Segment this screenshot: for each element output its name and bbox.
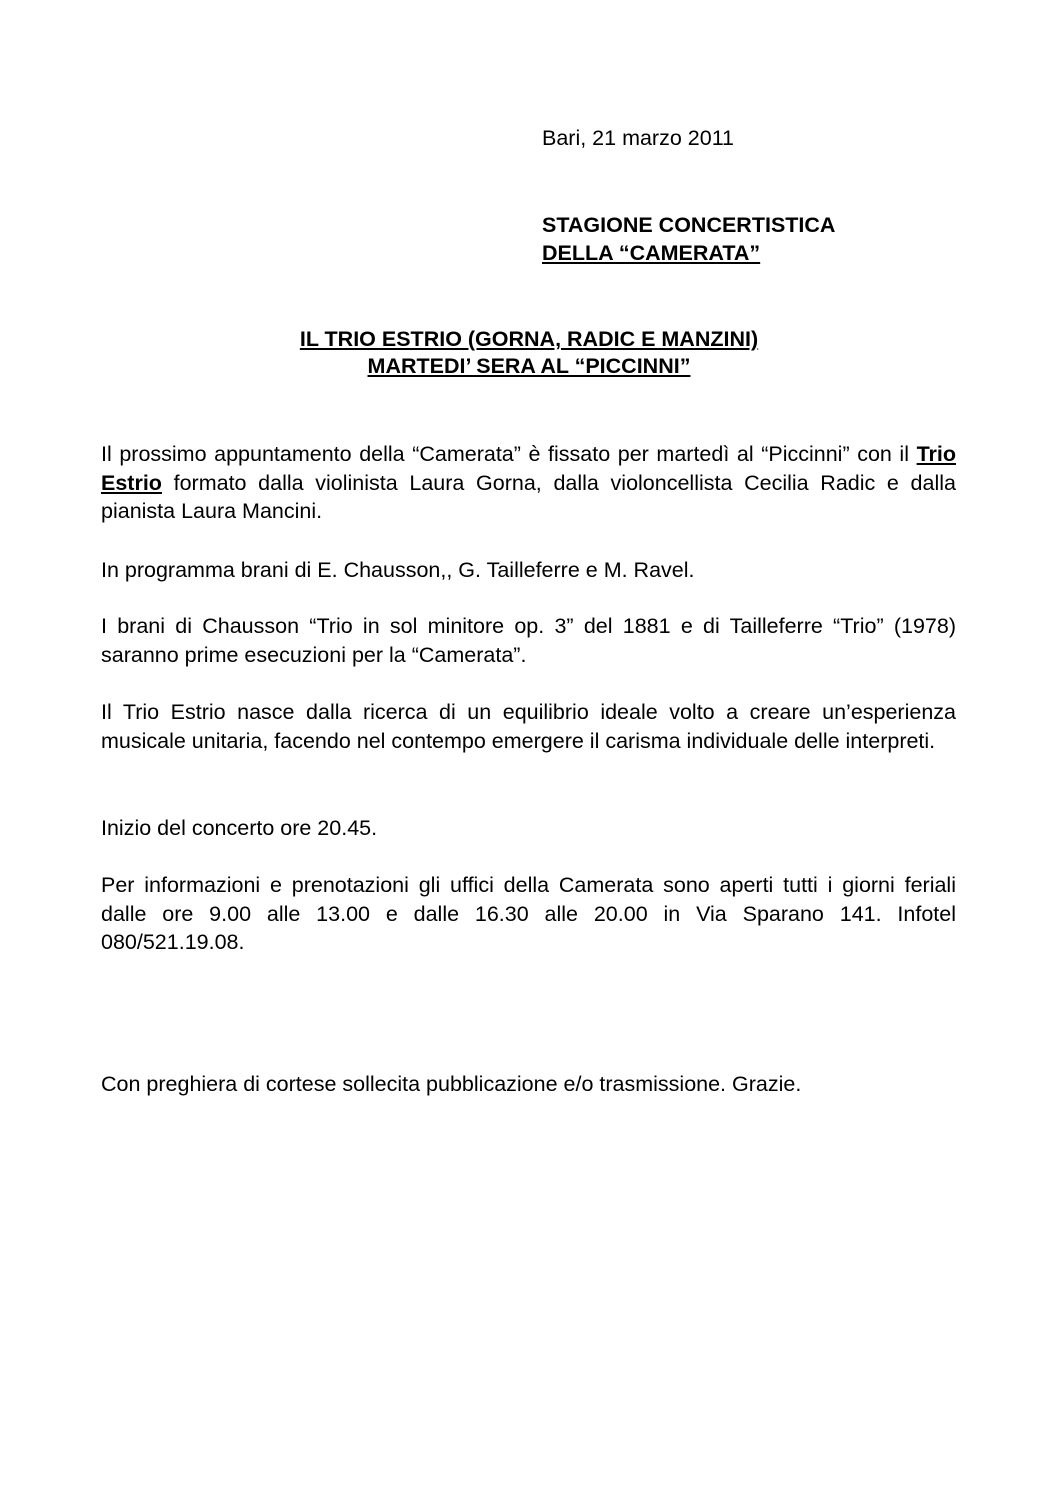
season-heading-line1: STAGIONE CONCERTISTICA: [542, 213, 836, 237]
headline-line2: MARTEDI’ SERA AL “PICCINNI”: [367, 354, 691, 378]
paragraph-closing: Con preghiera di cortese sollecita pubblicazione e/o trasmissione. Grazie.: [101, 1072, 802, 1096]
paragraph-announcement: [101, 440, 956, 526]
paragraph-announcement-text-b: formato dalla violinista Laura Gorna, dalla violoncellista Cecilia Radic e dalla pianista Laura Mancini.: [101, 470, 956, 523]
paragraph-premieres: I brani di Chausson “Trio in sol minitore op. 3” del 1881 e di Tailleferre “Trio” (1978) saranno prime esecuzioni per la “Camerata”.: [101, 614, 956, 667]
letter-date: Bari, 21 marzo 2011: [542, 126, 735, 150]
season-heading-line2: DELLA “CAMERATA”: [542, 241, 761, 265]
paragraph-start-time: Inizio del concerto ore 20.45.: [101, 816, 378, 840]
paragraph-announcement-text-a: Il prossimo appuntamento della “Camerata” è fissato per martedì al “Piccinni” con il: [101, 442, 917, 466]
paragraph-programme: In programma brani di E. Chausson,, G. Tailleferre e M. Ravel.: [101, 558, 695, 582]
headline: [0, 326, 1058, 380]
paragraph-info-booking: Per informazioni e prenotazioni gli uffici della Camerata sono aperti tutti i giorni feriali dalle ore 9.00 alle 13.00 e dalle 16.30 alle 20.00 in Via Sparano 141. Infotel 080/521.19.08.: [101, 873, 956, 954]
paragraph-trio-description: Il Trio Estrio nasce dalla ricerca di un equilibrio ideale volto a creare un’esperienza musicale unitaria, facendo nel contempo emergere il carisma individuale delle interpreti.: [101, 700, 956, 753]
season-heading: [542, 211, 835, 267]
trio-name-emphasis: Trio Estrio: [101, 442, 956, 495]
headline-line1: IL TRIO ESTRIO (GORNA, RADIC E MANZINI): [299, 327, 759, 351]
